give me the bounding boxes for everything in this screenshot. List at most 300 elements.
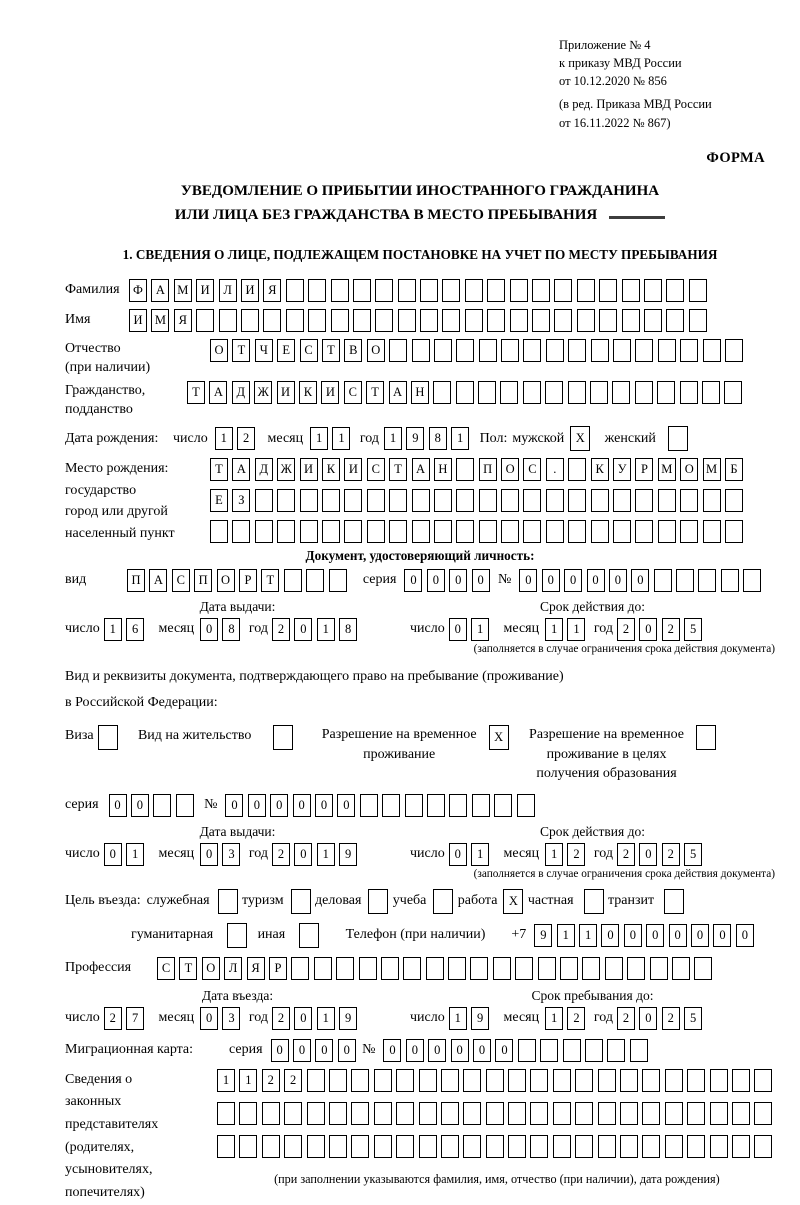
char-cell[interactable] — [434, 339, 452, 362]
char-cell[interactable]: 1 — [579, 924, 597, 947]
char-cell[interactable]: Л — [219, 279, 237, 302]
char-cell[interactable] — [657, 381, 675, 404]
char-cell[interactable]: И — [344, 458, 362, 481]
char-cell[interactable]: 0 — [406, 1039, 424, 1062]
char-cell[interactable] — [518, 1039, 536, 1062]
char-cell[interactable] — [448, 957, 466, 980]
char-cell[interactable]: 0 — [639, 843, 657, 866]
char-cell[interactable]: 0 — [200, 618, 218, 641]
char-cell[interactable] — [486, 1069, 504, 1092]
char-cell[interactable] — [308, 279, 326, 302]
char-cell[interactable] — [419, 1102, 437, 1125]
char-cell[interactable] — [642, 1135, 660, 1158]
char-cell[interactable] — [300, 520, 318, 543]
char-cell[interactable]: 1 — [471, 843, 489, 866]
char-cell[interactable] — [680, 520, 698, 543]
char-cell[interactable]: 2 — [567, 1007, 585, 1030]
char-cell[interactable] — [478, 381, 496, 404]
char-cell[interactable] — [710, 1102, 728, 1125]
char-cell[interactable] — [487, 279, 505, 302]
char-cell[interactable]: 0 — [404, 569, 422, 592]
char-cell[interactable] — [532, 279, 550, 302]
char-cell[interactable] — [98, 725, 118, 750]
char-cell[interactable] — [463, 1102, 481, 1125]
char-cell[interactable]: 6 — [126, 618, 144, 641]
char-cell[interactable]: С — [300, 339, 318, 362]
char-cell[interactable] — [329, 1069, 347, 1092]
char-cell[interactable] — [277, 489, 295, 512]
char-cell[interactable] — [575, 1135, 593, 1158]
char-cell[interactable]: Р — [269, 957, 287, 980]
char-cell[interactable] — [540, 1039, 558, 1062]
char-cell[interactable] — [575, 1102, 593, 1125]
char-cell[interactable] — [465, 309, 483, 332]
char-cell[interactable]: 0 — [270, 794, 288, 817]
char-cell[interactable] — [486, 1102, 504, 1125]
char-cell[interactable] — [563, 1039, 581, 1062]
char-cell[interactable]: 1 — [545, 618, 563, 641]
char-cell[interactable] — [500, 381, 518, 404]
char-cell[interactable] — [368, 889, 388, 914]
char-cell[interactable]: 0 — [427, 569, 445, 592]
char-cell[interactable]: И — [129, 309, 147, 332]
char-cell[interactable]: И — [300, 458, 318, 481]
char-cell[interactable] — [479, 489, 497, 512]
char-cell[interactable] — [703, 489, 721, 512]
char-cell[interactable] — [434, 520, 452, 543]
char-cell[interactable]: 8 — [339, 618, 357, 641]
char-cell[interactable] — [530, 1102, 548, 1125]
char-cell[interactable] — [732, 1102, 750, 1125]
char-cell[interactable] — [441, 1102, 459, 1125]
char-cell[interactable] — [196, 309, 214, 332]
char-cell[interactable]: М — [174, 279, 192, 302]
char-cell[interactable]: 1 — [545, 1007, 563, 1030]
char-cell[interactable]: 8 — [429, 427, 447, 450]
char-cell[interactable] — [582, 957, 600, 980]
char-cell[interactable] — [217, 1102, 235, 1125]
char-cell[interactable]: 2 — [617, 843, 635, 866]
char-cell[interactable]: А — [149, 569, 167, 592]
char-cell[interactable]: 1 — [451, 427, 469, 450]
char-cell[interactable] — [607, 1039, 625, 1062]
char-cell[interactable]: 2 — [662, 618, 680, 641]
char-cell[interactable] — [698, 569, 716, 592]
char-cell[interactable] — [501, 489, 519, 512]
char-cell[interactable] — [449, 794, 467, 817]
char-cell[interactable]: 2 — [272, 843, 290, 866]
char-cell[interactable]: 5 — [684, 1007, 702, 1030]
char-cell[interactable] — [613, 489, 631, 512]
char-cell[interactable] — [382, 794, 400, 817]
char-cell[interactable] — [442, 279, 460, 302]
char-cell[interactable] — [284, 569, 302, 592]
char-cell[interactable]: 1 — [384, 427, 402, 450]
char-cell[interactable]: 2 — [662, 1007, 680, 1030]
char-cell[interactable] — [239, 1135, 257, 1158]
char-cell[interactable] — [419, 1135, 437, 1158]
char-cell[interactable]: 5 — [684, 618, 702, 641]
char-cell[interactable] — [613, 520, 631, 543]
char-cell[interactable] — [456, 381, 474, 404]
char-cell[interactable]: 1 — [317, 1007, 335, 1030]
char-cell[interactable] — [227, 923, 247, 948]
char-cell[interactable] — [689, 279, 707, 302]
char-cell[interactable]: 0 — [294, 843, 312, 866]
char-cell[interactable] — [306, 569, 324, 592]
char-cell[interactable]: С — [344, 381, 362, 404]
char-cell[interactable]: М — [703, 458, 721, 481]
char-cell[interactable]: 0 — [315, 794, 333, 817]
char-cell[interactable]: 0 — [248, 794, 266, 817]
char-cell[interactable]: 1 — [557, 924, 575, 947]
char-cell[interactable]: С — [523, 458, 541, 481]
char-cell[interactable]: 8 — [222, 618, 240, 641]
char-cell[interactable] — [532, 309, 550, 332]
char-cell[interactable]: К — [591, 458, 609, 481]
char-cell[interactable] — [630, 1039, 648, 1062]
char-cell[interactable] — [308, 309, 326, 332]
char-cell[interactable] — [642, 1102, 660, 1125]
char-cell[interactable] — [577, 309, 595, 332]
char-cell[interactable] — [510, 279, 528, 302]
char-cell[interactable]: 0 — [639, 1007, 657, 1030]
char-cell[interactable]: 0 — [293, 794, 311, 817]
char-cell[interactable]: Ж — [254, 381, 272, 404]
char-cell[interactable] — [585, 1039, 603, 1062]
char-cell[interactable]: Т — [210, 458, 228, 481]
char-cell[interactable]: Т — [179, 957, 197, 980]
char-cell[interactable] — [239, 1102, 257, 1125]
char-cell[interactable] — [398, 279, 416, 302]
char-cell[interactable] — [307, 1069, 325, 1092]
char-cell[interactable] — [359, 957, 377, 980]
char-cell[interactable] — [568, 339, 586, 362]
char-cell[interactable] — [635, 520, 653, 543]
char-cell[interactable] — [420, 279, 438, 302]
char-cell[interactable] — [553, 1135, 571, 1158]
char-cell[interactable]: В — [344, 339, 362, 362]
char-cell[interactable]: Л — [224, 957, 242, 980]
char-cell[interactable]: 0 — [200, 843, 218, 866]
char-cell[interactable]: М — [658, 458, 676, 481]
char-cell[interactable]: П — [479, 458, 497, 481]
char-cell[interactable]: О — [680, 458, 698, 481]
char-cell[interactable] — [284, 1102, 302, 1125]
char-cell[interactable] — [322, 520, 340, 543]
char-cell[interactable] — [396, 1102, 414, 1125]
char-cell[interactable] — [255, 489, 273, 512]
char-cell[interactable]: 0 — [428, 1039, 446, 1062]
char-cell[interactable] — [465, 279, 483, 302]
char-cell[interactable]: С — [157, 957, 175, 980]
char-cell[interactable] — [508, 1102, 526, 1125]
char-cell[interactable] — [635, 381, 653, 404]
char-cell[interactable]: А — [232, 458, 250, 481]
char-cell[interactable]: 0 — [587, 569, 605, 592]
char-cell[interactable]: И — [196, 279, 214, 302]
char-cell[interactable]: 0 — [104, 843, 122, 866]
char-cell[interactable]: З — [232, 489, 250, 512]
char-cell[interactable] — [642, 1069, 660, 1092]
char-cell[interactable]: Т — [389, 458, 407, 481]
char-cell[interactable]: 0 — [200, 1007, 218, 1030]
char-cell[interactable]: 7 — [126, 1007, 144, 1030]
char-cell[interactable] — [599, 279, 617, 302]
char-cell[interactable] — [375, 309, 393, 332]
char-cell[interactable]: 0 — [383, 1039, 401, 1062]
char-cell[interactable] — [590, 381, 608, 404]
char-cell[interactable]: Е — [210, 489, 228, 512]
char-cell[interactable] — [553, 1069, 571, 1092]
char-cell[interactable] — [710, 1069, 728, 1092]
char-cell[interactable] — [687, 1069, 705, 1092]
char-cell[interactable]: 0 — [609, 569, 627, 592]
char-cell[interactable] — [591, 520, 609, 543]
char-cell[interactable] — [219, 309, 237, 332]
char-cell[interactable]: Д — [232, 381, 250, 404]
char-cell[interactable]: У — [613, 458, 631, 481]
char-cell[interactable] — [412, 520, 430, 543]
char-cell[interactable] — [577, 279, 595, 302]
char-cell[interactable] — [644, 309, 662, 332]
char-cell[interactable] — [743, 569, 761, 592]
char-cell[interactable] — [703, 520, 721, 543]
char-cell[interactable]: Я — [247, 957, 265, 980]
char-cell[interactable] — [584, 889, 604, 914]
char-cell[interactable]: Н — [411, 381, 429, 404]
char-cell[interactable] — [620, 1135, 638, 1158]
char-cell[interactable] — [754, 1102, 772, 1125]
char-cell[interactable]: К — [322, 458, 340, 481]
char-cell[interactable] — [456, 520, 474, 543]
char-cell[interactable] — [367, 520, 385, 543]
char-cell[interactable] — [725, 520, 743, 543]
char-cell[interactable]: 0 — [294, 1007, 312, 1030]
char-cell[interactable] — [622, 309, 640, 332]
char-cell[interactable] — [501, 520, 519, 543]
char-cell[interactable] — [284, 1135, 302, 1158]
char-cell[interactable] — [405, 794, 423, 817]
char-cell[interactable] — [553, 1102, 571, 1125]
char-cell[interactable]: 0 — [315, 1039, 333, 1062]
char-cell[interactable]: 0 — [271, 1039, 289, 1062]
char-cell[interactable] — [286, 279, 304, 302]
char-cell[interactable] — [622, 279, 640, 302]
char-cell[interactable]: 1 — [126, 843, 144, 866]
char-cell[interactable]: Ф — [129, 279, 147, 302]
char-cell[interactable] — [575, 1069, 593, 1092]
char-cell[interactable] — [374, 1135, 392, 1158]
char-cell[interactable] — [374, 1102, 392, 1125]
char-cell[interactable] — [433, 381, 451, 404]
char-cell[interactable] — [389, 339, 407, 362]
char-cell[interactable]: О — [367, 339, 385, 362]
char-cell[interactable] — [398, 309, 416, 332]
char-cell[interactable] — [375, 279, 393, 302]
char-cell[interactable]: 0 — [624, 924, 642, 947]
char-cell[interactable] — [291, 957, 309, 980]
char-cell[interactable] — [658, 489, 676, 512]
char-cell[interactable]: 0 — [736, 924, 754, 947]
char-cell[interactable]: 0 — [691, 924, 709, 947]
char-cell[interactable]: 1 — [104, 618, 122, 641]
char-cell[interactable]: X — [489, 725, 509, 750]
char-cell[interactable]: 9 — [471, 1007, 489, 1030]
char-cell[interactable] — [389, 489, 407, 512]
char-cell[interactable]: 0 — [451, 1039, 469, 1062]
char-cell[interactable]: 2 — [662, 843, 680, 866]
char-cell[interactable] — [680, 339, 698, 362]
char-cell[interactable] — [620, 1069, 638, 1092]
char-cell[interactable]: К — [299, 381, 317, 404]
char-cell[interactable]: 1 — [317, 618, 335, 641]
char-cell[interactable] — [635, 489, 653, 512]
char-cell[interactable]: О — [210, 339, 228, 362]
char-cell[interactable] — [427, 794, 445, 817]
char-cell[interactable]: Р — [239, 569, 257, 592]
char-cell[interactable]: 0 — [473, 1039, 491, 1062]
char-cell[interactable] — [176, 794, 194, 817]
char-cell[interactable]: 2 — [617, 618, 635, 641]
char-cell[interactable]: П — [194, 569, 212, 592]
char-cell[interactable] — [665, 1135, 683, 1158]
char-cell[interactable] — [650, 957, 668, 980]
char-cell[interactable] — [329, 1102, 347, 1125]
char-cell[interactable]: 1 — [217, 1069, 235, 1092]
char-cell[interactable]: 2 — [567, 843, 585, 866]
char-cell[interactable]: И — [241, 279, 259, 302]
char-cell[interactable] — [612, 381, 630, 404]
char-cell[interactable]: 0 — [109, 794, 127, 817]
char-cell[interactable]: 0 — [449, 843, 467, 866]
char-cell[interactable]: 0 — [294, 618, 312, 641]
char-cell[interactable] — [721, 569, 739, 592]
char-cell[interactable] — [263, 309, 281, 332]
char-cell[interactable] — [456, 458, 474, 481]
char-cell[interactable]: . — [546, 458, 564, 481]
char-cell[interactable] — [702, 381, 720, 404]
char-cell[interactable]: А — [151, 279, 169, 302]
char-cell[interactable]: 1 — [471, 618, 489, 641]
char-cell[interactable]: 9 — [534, 924, 552, 947]
char-cell[interactable] — [568, 458, 586, 481]
char-cell[interactable] — [307, 1135, 325, 1158]
char-cell[interactable] — [725, 339, 743, 362]
char-cell[interactable]: 0 — [225, 794, 243, 817]
char-cell[interactable]: М — [151, 309, 169, 332]
char-cell[interactable] — [666, 279, 684, 302]
char-cell[interactable] — [591, 489, 609, 512]
char-cell[interactable]: С — [172, 569, 190, 592]
char-cell[interactable] — [635, 339, 653, 362]
char-cell[interactable]: Д — [255, 458, 273, 481]
char-cell[interactable] — [299, 923, 319, 948]
char-cell[interactable]: Б — [725, 458, 743, 481]
char-cell[interactable] — [710, 1135, 728, 1158]
char-cell[interactable] — [598, 1069, 616, 1092]
char-cell[interactable]: 9 — [339, 1007, 357, 1030]
char-cell[interactable] — [546, 339, 564, 362]
char-cell[interactable] — [599, 309, 617, 332]
char-cell[interactable] — [510, 309, 528, 332]
char-cell[interactable]: Т — [232, 339, 250, 362]
char-cell[interactable] — [353, 279, 371, 302]
char-cell[interactable]: О — [217, 569, 235, 592]
char-cell[interactable] — [523, 339, 541, 362]
char-cell[interactable] — [232, 520, 250, 543]
char-cell[interactable]: Т — [366, 381, 384, 404]
char-cell[interactable] — [724, 381, 742, 404]
char-cell[interactable]: А — [389, 381, 407, 404]
char-cell[interactable] — [433, 889, 453, 914]
char-cell[interactable] — [508, 1069, 526, 1092]
char-cell[interactable] — [367, 489, 385, 512]
char-cell[interactable] — [360, 794, 378, 817]
char-cell[interactable] — [494, 794, 512, 817]
char-cell[interactable] — [620, 1102, 638, 1125]
char-cell[interactable] — [336, 957, 354, 980]
char-cell[interactable]: 3 — [222, 843, 240, 866]
char-cell[interactable]: 2 — [104, 1007, 122, 1030]
char-cell[interactable] — [546, 520, 564, 543]
char-cell[interactable] — [273, 725, 293, 750]
char-cell[interactable] — [501, 339, 519, 362]
char-cell[interactable] — [420, 309, 438, 332]
char-cell[interactable] — [668, 426, 688, 451]
char-cell[interactable] — [486, 1135, 504, 1158]
char-cell[interactable]: Ж — [277, 458, 295, 481]
char-cell[interactable] — [676, 569, 694, 592]
char-cell[interactable] — [680, 381, 698, 404]
char-cell[interactable] — [291, 889, 311, 914]
char-cell[interactable]: 1 — [332, 427, 350, 450]
char-cell[interactable]: И — [277, 381, 295, 404]
char-cell[interactable]: X — [570, 426, 590, 451]
char-cell[interactable] — [658, 520, 676, 543]
char-cell[interactable] — [396, 1135, 414, 1158]
char-cell[interactable] — [703, 339, 721, 362]
char-cell[interactable] — [664, 889, 684, 914]
char-cell[interactable] — [546, 489, 564, 512]
char-cell[interactable]: Т — [322, 339, 340, 362]
char-cell[interactable]: 0 — [646, 924, 664, 947]
char-cell[interactable] — [442, 309, 460, 332]
char-cell[interactable] — [277, 520, 295, 543]
char-cell[interactable]: 0 — [564, 569, 582, 592]
char-cell[interactable] — [218, 889, 238, 914]
char-cell[interactable]: 0 — [293, 1039, 311, 1062]
char-cell[interactable] — [523, 489, 541, 512]
char-cell[interactable] — [687, 1135, 705, 1158]
char-cell[interactable]: 2 — [272, 618, 290, 641]
char-cell[interactable]: П — [127, 569, 145, 592]
char-cell[interactable] — [554, 309, 572, 332]
char-cell[interactable] — [255, 520, 273, 543]
char-cell[interactable]: 0 — [639, 618, 657, 641]
char-cell[interactable] — [396, 1069, 414, 1092]
char-cell[interactable]: 0 — [337, 794, 355, 817]
char-cell[interactable] — [463, 1069, 481, 1092]
char-cell[interactable]: 0 — [131, 794, 149, 817]
char-cell[interactable]: Т — [261, 569, 279, 592]
char-cell[interactable] — [754, 1069, 772, 1092]
char-cell[interactable] — [331, 279, 349, 302]
char-cell[interactable] — [419, 1069, 437, 1092]
char-cell[interactable]: И — [321, 381, 339, 404]
char-cell[interactable] — [694, 957, 712, 980]
char-cell[interactable]: 1 — [310, 427, 328, 450]
